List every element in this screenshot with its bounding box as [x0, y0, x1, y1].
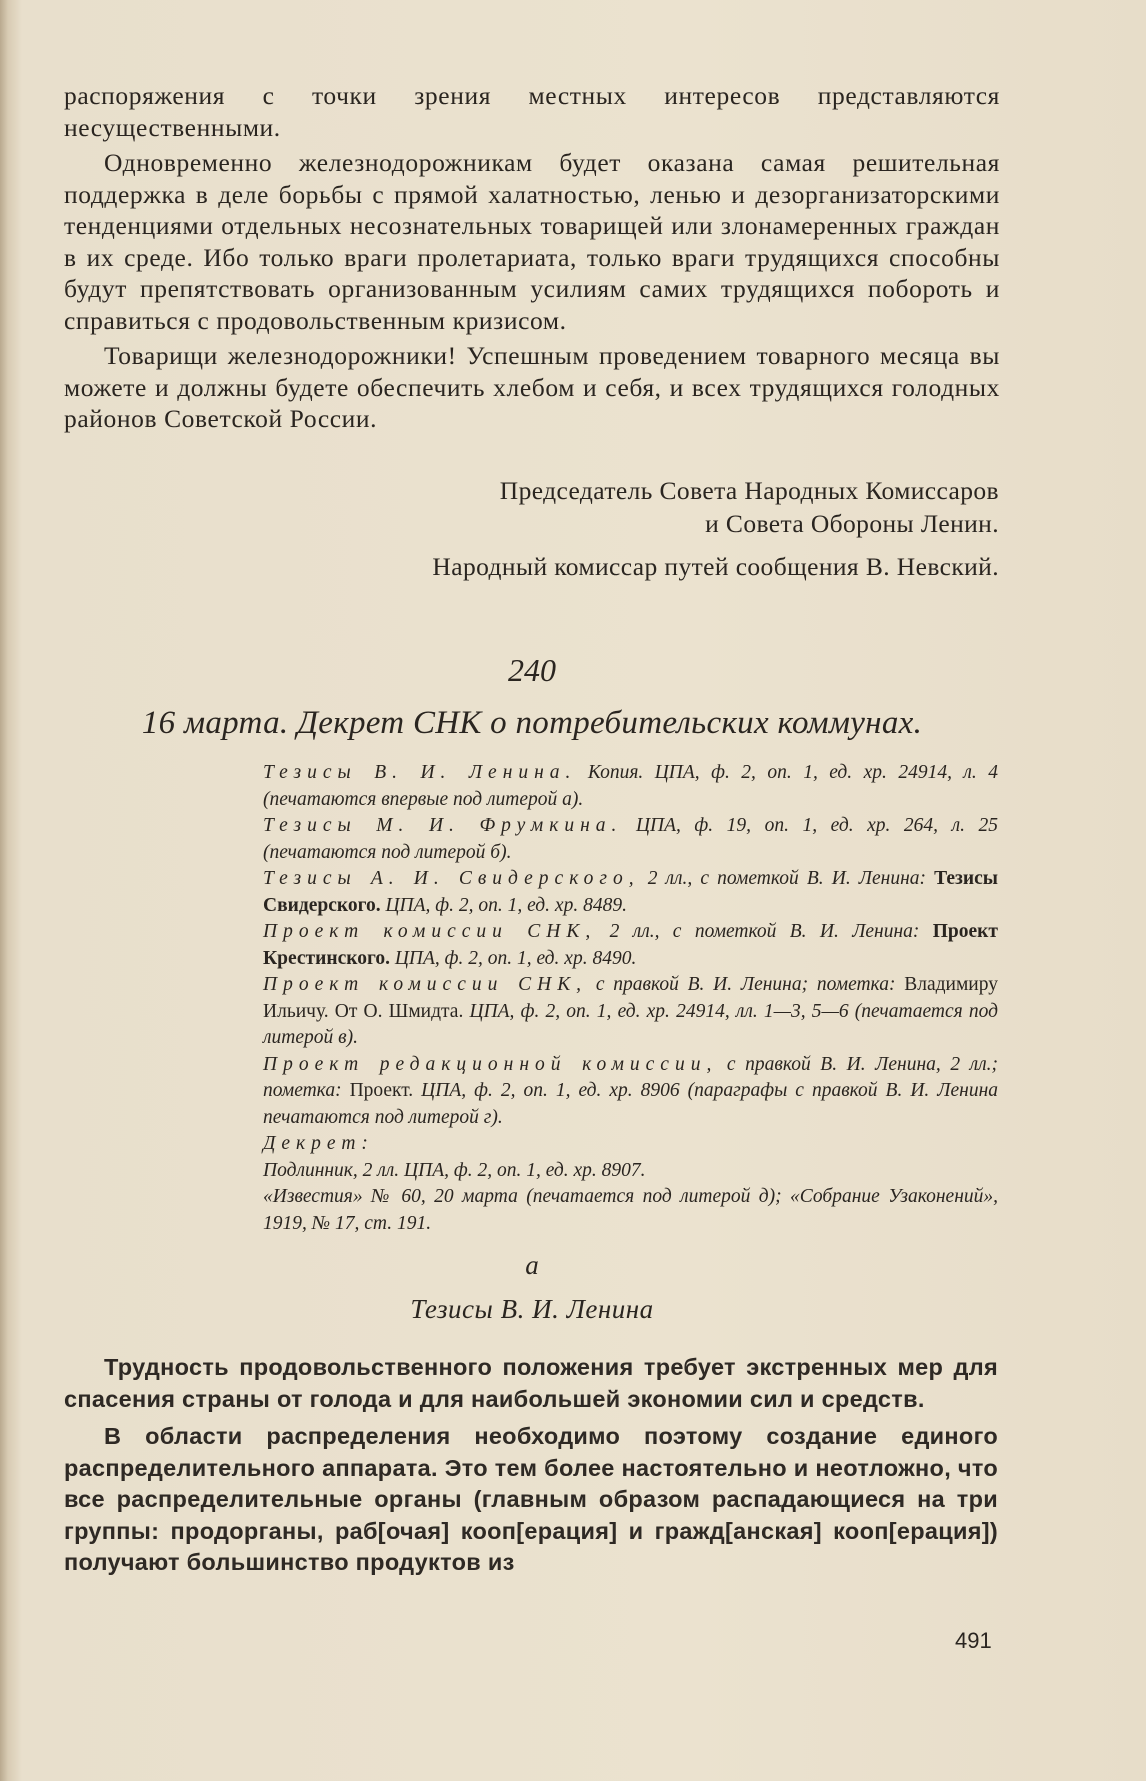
source-4-a: 2 лл., с пометкой В. И. Ленина:	[596, 921, 933, 942]
paragraph-1: распоряжения с точки зрения местных интересов представляются несущественными.	[64, 81, 1000, 142]
source-7-line-1: Подлинник, 2 лл. ЦПА, ф. 2, оп. 1, ед. хр. 8907.	[263, 1159, 646, 1181]
source-1-head: Тезисы В. И. Ленина.	[263, 762, 577, 783]
signature-block	[64, 474, 999, 583]
document-number	[64, 652, 1000, 689]
document-title	[64, 705, 1000, 742]
signature-line-2: и Совета Обороны Ленин.	[705, 509, 999, 538]
lenin-theses-text	[64, 1352, 998, 1579]
source-5-a: с правкой В. И. Ленина; пометка:	[587, 974, 905, 995]
source-3-c: ЦПА, ф. 2, оп. 1, ед. хр. 8489.	[380, 894, 627, 916]
source-6	[213, 1052, 998, 1132]
source-6-head: Проект редакционной комиссии,	[263, 1053, 718, 1075]
source-3	[213, 866, 998, 919]
lenin-paragraph-1: Трудность продовольственного положения требует экстренных мер для спасения страны от голода и для наибольшей экономии сил и средств.	[64, 1354, 998, 1412]
source-7-head	[213, 1131, 998, 1158]
source-1-rest: Копия. ЦПА, ф. 2, оп. 1, ед. хр. 24914, л. 4 (печатаются впервые под литерой а).	[263, 762, 998, 810]
source-1	[213, 760, 998, 813]
document-number-text: 240	[508, 652, 556, 688]
source-3-head: Тезисы А. И. Свидерского,	[263, 868, 640, 889]
section-title-text: Тезисы В. И. Ленина	[410, 1294, 654, 1324]
section-title	[64, 1294, 1000, 1325]
paragraph-3: Товарищи железнодорожники! Успешным проведением товарного месяца вы можете и должны будете обеспечить хлебом и себя, и всех трудящихся голодных районов Советской России.	[64, 341, 1000, 433]
source-6-mark: Проект.	[349, 1080, 414, 1101]
source-5	[213, 972, 998, 1052]
sources-list	[213, 760, 998, 1237]
source-7-head-text: Декрет:	[263, 1133, 374, 1154]
section-letter	[64, 1250, 1000, 1281]
source-4	[213, 919, 998, 972]
section-letter-text: а	[525, 1250, 539, 1280]
source-7-line-2: «Известия» № 60, 20 марта (печатается под литерой д); «Собрание Узаконений», 1919, № 17, ст. 191.	[263, 1186, 998, 1234]
body-text-top	[64, 80, 1000, 435]
source-2-rest: ЦПА, ф. 19, оп. 1, ед. хр. 264, л. 25 (печатаются под литерой б).	[263, 815, 998, 863]
source-2	[213, 813, 998, 866]
source-5-c: ЦПА, ф. 2, оп. 1, ед. хр. 24914, лл. 1—3, 5—6 (печатается под литерой в).	[263, 1000, 998, 1048]
document-title-text: 16 марта. Декрет СНК о потребительских коммунах.	[141, 705, 923, 741]
page-number: 491	[955, 1628, 992, 1653]
source-3-mark: Тезисы Свидерского.	[263, 868, 998, 916]
source-4-c: ЦПА, ф. 2, оп. 1, ед. хр. 8490.	[389, 947, 637, 969]
source-6-c: ЦПА, ф. 2, оп. 1, ед. хр. 8906 (параграфы с правкой В. И. Ленина печатаются под литерой г).	[263, 1080, 998, 1128]
source-6-a: с правкой В. И. Ленина, 2 лл.; пометка:	[263, 1053, 999, 1101]
signature-line-3: Народный комиссар путей сообщения В. Невский.	[432, 552, 999, 581]
source-5-head: Проект комиссии СНК,	[263, 974, 588, 995]
source-4-mark: Проект Крестинского.	[263, 921, 998, 969]
source-2-head: Тезисы М. И. Фрумкина.	[263, 815, 623, 836]
lenin-paragraph-2: В области распределения необходимо поэтому создание единого распределительного аппарата. Это тем более настоятельно и неотложно, что все распределительные органы (главным образом распадающиеся на три группы: продорганы, раб[очая] кооп[ерация] и гражд[анская] кооп[ерация]) получают большинство продуктов из	[64, 1423, 998, 1575]
source-4-head: Проект комиссии СНК,	[263, 921, 597, 942]
signature-line-1: Председатель Совета Народных Комиссаров	[499, 476, 999, 505]
paragraph-2: Одновременно железнодорожникам будет оказана самая решительная поддержка в деле борьбы с прямой халатностью, ленью и дезорганизаторскими тенденциями отдельных несознательных товарищей или злонамеренных граждан в их среде. Ибо только враги пролетариата, только враги трудящихся способны будут препятствовать организованным усилиям самих трудящихся побороть и справиться с продовольственным кризисом.	[64, 148, 1000, 335]
source-5-mark: Владимиру Ильичу. От О. Шмидта.	[263, 974, 998, 1022]
source-3-a: 2 лл., с пометкой В. И. Ленина:	[639, 868, 935, 889]
